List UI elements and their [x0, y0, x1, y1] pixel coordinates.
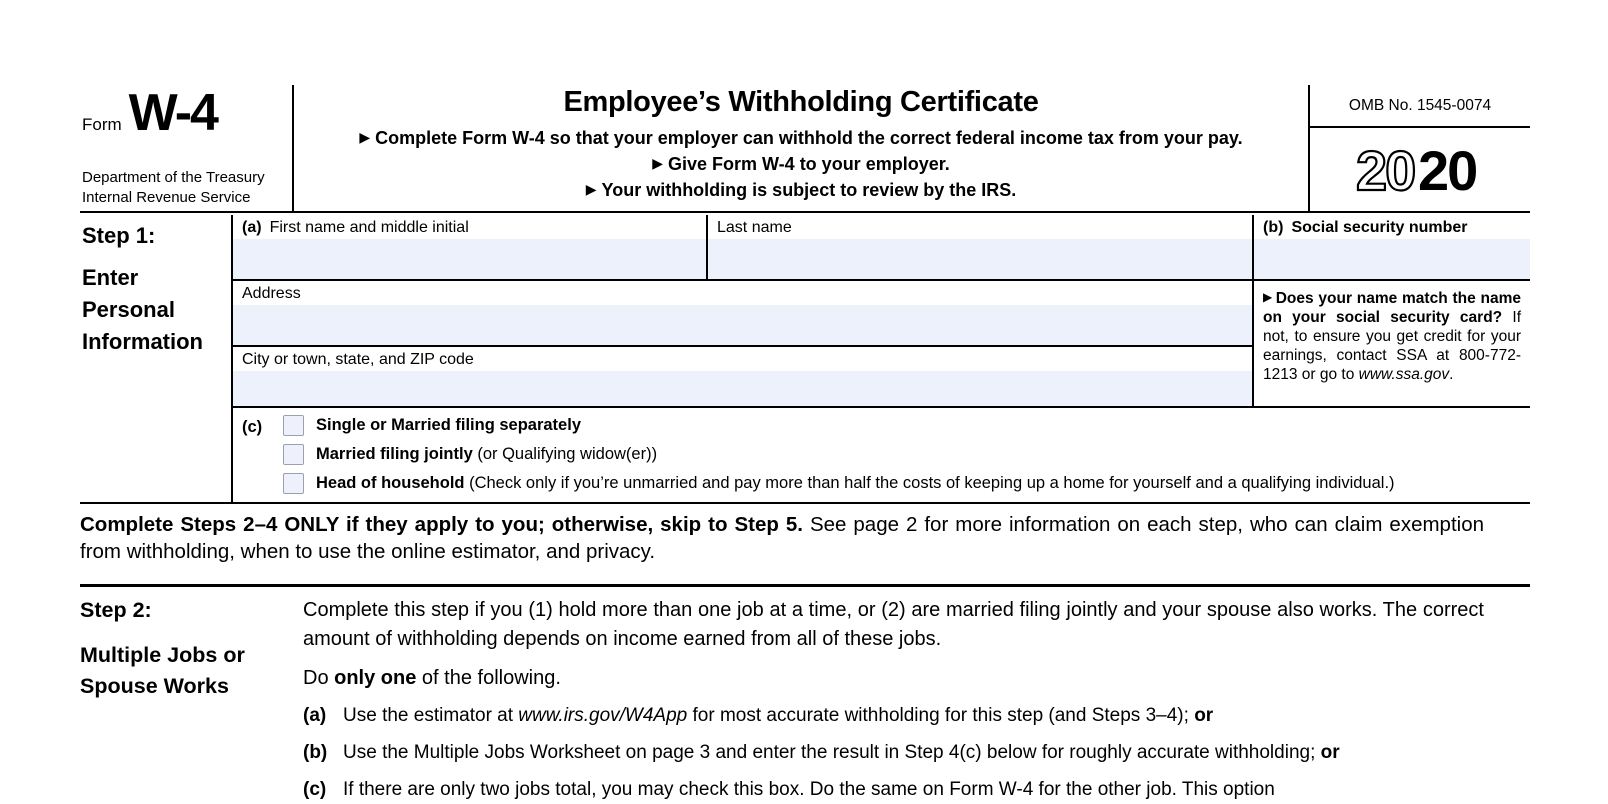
filing-option-married-jointly: [283, 444, 1530, 465]
item-c-tag: (c): [303, 779, 327, 800]
year-outline-digits: 20: [1356, 145, 1415, 194]
note-bold-text: Does your name match the name on your social security card?: [1263, 290, 1521, 327]
form-number: W-4: [128, 84, 217, 142]
step2-intro: Complete this step if you (1) hold more than one job at a time, or (2) are married filing jointly and your spouse also works. The correct amount of withholding depends on income earned from all of these jobs.: [303, 599, 1484, 650]
section-divider: [80, 584, 1530, 587]
address-row: [233, 281, 1252, 347]
tax-year: [1310, 128, 1530, 211]
item-pre: Use the Multiple Jobs Worksheet on page 3 and enter the result in Step 4(c) below for roughly accurate withholding;: [343, 742, 1321, 763]
step2-label-column: [80, 596, 303, 801]
city-row: [233, 347, 1252, 406]
item-a-tag: (a): [303, 705, 327, 726]
step2-body: [303, 596, 1484, 801]
label-text: City or town, state, and ZIP code: [242, 351, 474, 368]
filing-option-head-of-household: [283, 473, 1530, 494]
instruction-text: Your withholding is subject to review by the IRS.: [601, 179, 1017, 200]
option-regular: (or Qualifying widow(er)): [472, 444, 658, 463]
option-bold: Head of household: [316, 473, 465, 492]
option-bold: Single or Married filing separately: [316, 415, 581, 434]
do-post: of the following.: [416, 667, 561, 689]
step1-label-column: [80, 215, 233, 502]
form-title: Employee’s Withholding Certificate: [563, 86, 1039, 118]
option-bold: Married filing jointly: [316, 444, 473, 463]
step2-section: [80, 596, 1484, 801]
item-c-text: [343, 779, 1484, 801]
ssn-match-note: [1254, 281, 1530, 406]
ssn-label: [1254, 215, 1530, 239]
label-text: Last name: [717, 219, 792, 236]
step2-title: Step 2:: [80, 598, 152, 622]
header-instruction-2: [294, 152, 1308, 178]
step1-fields-area: [233, 215, 1530, 408]
agency-line-1: Department of the Treasury: [82, 169, 265, 187]
field-b-tag: (b): [1263, 219, 1284, 236]
item-post: for most accurate withholding for this step (and Steps 3–4);: [687, 705, 1195, 726]
city-label: [233, 347, 1252, 371]
field-a-tag: (a): [242, 219, 262, 236]
address-label: [233, 281, 1252, 305]
arrow-right-icon: ▶: [652, 154, 664, 171]
step1-content: [233, 215, 1530, 502]
header-instruction-3: [294, 178, 1308, 204]
arrow-right-icon: ▶: [1263, 290, 1273, 304]
label-text: Social security number: [1291, 219, 1468, 236]
year-solid-digits: 20: [1418, 145, 1477, 194]
item-b-tag: (b): [303, 742, 328, 763]
steps-2-4-notice: [80, 511, 1484, 566]
ssn-column: [1252, 215, 1530, 406]
item-or: or: [1194, 705, 1214, 726]
agency-block: [82, 168, 265, 208]
step2-item-b: [303, 742, 1484, 764]
step2-item-c: [303, 779, 1484, 801]
single-checkbox[interactable]: [283, 415, 304, 436]
step2-do-line: [303, 667, 1484, 690]
do-pre: Do: [303, 667, 335, 689]
first-name-cell: [233, 215, 708, 279]
form-title-block: [292, 85, 1308, 211]
last-name-cell: [708, 215, 1252, 279]
filing-status-options: [283, 414, 1530, 496]
married-jointly-checkbox[interactable]: [283, 444, 304, 465]
form-header: [80, 85, 1530, 213]
field-c-tag: (c): [242, 418, 263, 436]
agency-line-2: Internal Revenue Service: [82, 189, 251, 207]
last-name-label: [708, 215, 1252, 239]
step1-subtitle: Enter Personal Information: [82, 265, 203, 354]
notice-regular-text: See page 2 for more information on each step, who can claim exemption from withholding, when to use the online estimator, and privacy.: [80, 513, 1484, 564]
option-label: [316, 416, 581, 436]
do-bold: only one: [334, 667, 417, 689]
form-identity-block: [80, 85, 292, 211]
ssn-input[interactable]: [1254, 239, 1530, 279]
item-or: or: [1320, 742, 1340, 763]
item-pre: Use the estimator at: [343, 705, 519, 726]
instruction-text: Give Form W-4 to your employer.: [668, 153, 950, 174]
form-number-block: [82, 84, 217, 142]
item-pre: If there are only two jobs total, you may check this box. Do the same on Form W-4 for the other job. This option: [343, 779, 1275, 800]
step2-item-a: [303, 705, 1484, 727]
city-input[interactable]: [233, 371, 1252, 406]
step1-title: Step 1:: [82, 223, 156, 248]
first-name-label: [233, 215, 706, 239]
last-name-input[interactable]: [708, 239, 1252, 279]
tax-year-graphic: [1355, 146, 1485, 194]
first-name-input[interactable]: [233, 239, 706, 279]
header-instruction-1: [294, 126, 1308, 152]
note-url-text: www.ssa.gov: [1358, 366, 1450, 384]
name-address-fields: [233, 215, 1252, 406]
option-label: [316, 474, 1395, 494]
name-row: [233, 215, 1252, 281]
option-label: [316, 445, 657, 465]
filing-status-row: [233, 408, 1530, 502]
note-suffix: .: [1449, 366, 1454, 384]
step1-section: [80, 215, 1530, 504]
option-regular: (Check only if you’re unmarried and pay more than half the costs of keeping up a home for yourself and a qualifying individual.): [464, 473, 1395, 492]
label-text: First name and middle initial: [269, 219, 469, 236]
form-word-label: Form: [82, 115, 122, 134]
ssn-cell: [1254, 215, 1530, 281]
item-b-text: [343, 742, 1484, 764]
arrow-right-icon: ▶: [359, 129, 371, 145]
omb-number: OMB No. 1545-0074: [1310, 85, 1530, 128]
head-of-household-checkbox[interactable]: [283, 473, 304, 494]
estimator-url: www.irs.gov/W4App: [518, 705, 688, 726]
label-text: Address: [242, 285, 301, 302]
filing-option-single: [283, 415, 1530, 436]
omb-year-block: [1308, 85, 1530, 211]
arrow-right-icon: ▶: [585, 180, 597, 197]
instruction-text: Complete Form W-4 so that your employer can withhold the correct federal income tax from your pay.: [375, 128, 1243, 148]
notice-bold-text: Complete Steps 2–4 ONLY if they apply to you; otherwise, skip to Step 5.: [80, 513, 803, 536]
note-regular-text: If not, to ensure you get credit for your earnings, contact SSA at 800-772-1213 or go to: [1263, 309, 1522, 384]
step2-subtitle: Multiple Jobs or Spouse Works: [80, 643, 245, 698]
address-input[interactable]: [233, 305, 1252, 345]
item-a-text: [343, 705, 1484, 727]
